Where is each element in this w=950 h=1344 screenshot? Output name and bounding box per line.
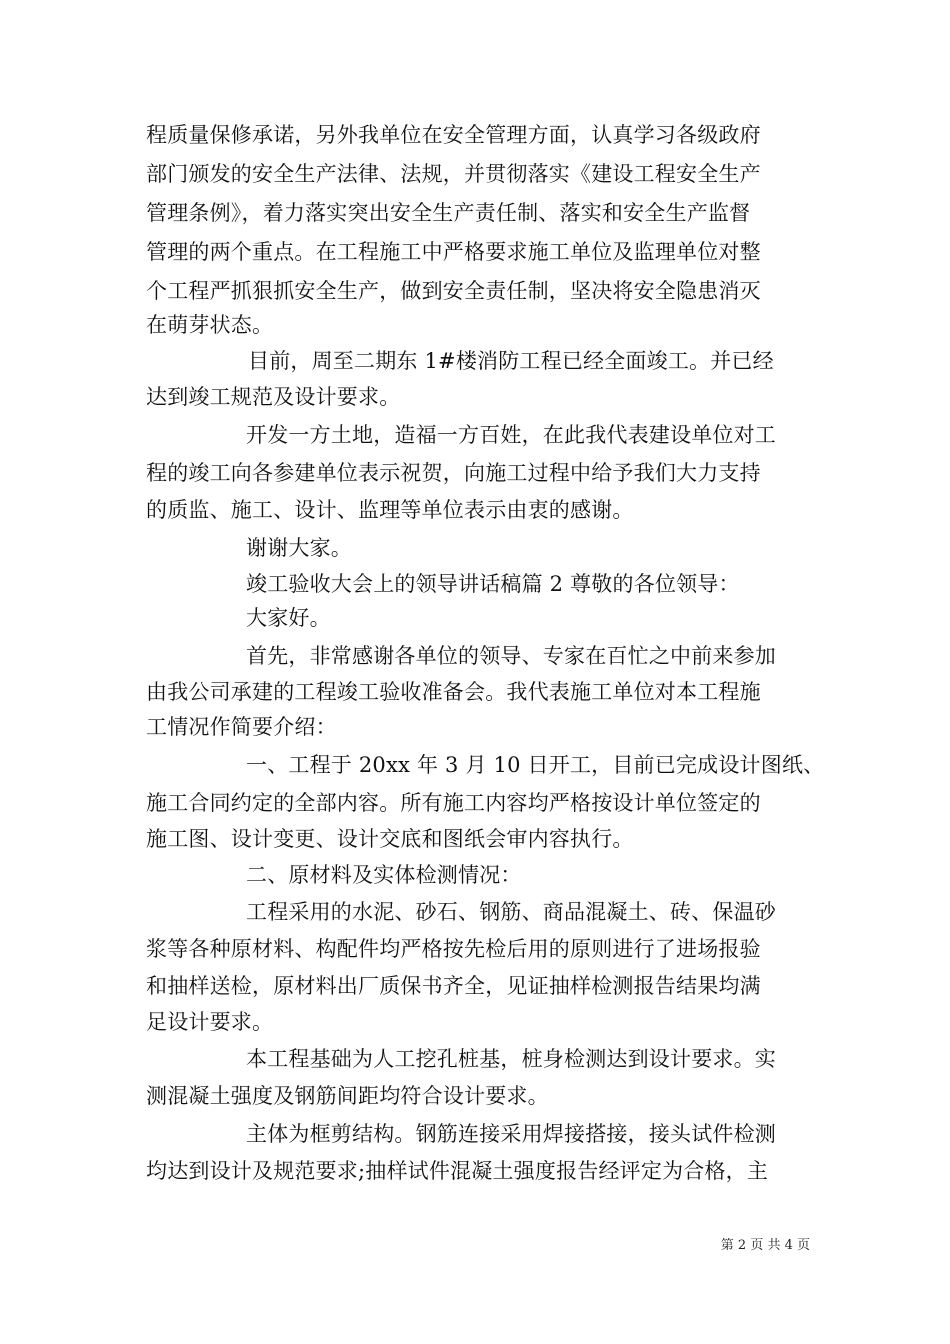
text-line: 达到竣工规范及设计要求。: [146, 385, 401, 409]
text-line: 部门颁发的安全生产法律、法规，并贯彻落实《建设工程安全生产: [146, 162, 761, 186]
text-line-indented: 大家好。: [246, 606, 331, 630]
text-line: 管理条例》，着力落实突出安全生产责任制、落实和安全生产监督: [146, 201, 751, 225]
text-line-indented: 工程采用的水泥、砂石、钢筋、商品混凝土、砖、保温砂: [246, 900, 776, 924]
text-line-indented: 一、工程于 20xx 年 3 月 10 日开工，目前已完成设计图纸、: [246, 753, 825, 777]
text-line: 均达到设计及规范要求;抽样试件混凝土强度报告经评定为合格，主: [146, 1159, 769, 1183]
text-line-indented: 开发一方土地，造福一方百姓，在此我代表建设单位对工: [246, 423, 776, 447]
text-line: 工情况作简要介绍：: [146, 715, 337, 739]
text-line-indented: 主体为框剪结构。钢筋连接采用焊接搭接，接头试件检测: [246, 1122, 776, 1146]
text-line-indented: 谢谢大家。: [246, 536, 352, 560]
text-line: 程质量保修承诺，另外我单位在安全管理方面，认真学习各级政府: [146, 123, 761, 147]
text-line: 测混凝土强度及钢筋间距均符合设计要求。: [146, 1084, 549, 1108]
text-line: 的质监、施工、设计、监理等单位表示由衷的感谢。: [146, 498, 634, 522]
text-line-indented: 竣工验收大会上的领导讲话稿篇 2 尊敬的各位领导：: [246, 572, 740, 596]
text-line: 在萌芽状态。: [146, 313, 274, 337]
page-number: 第 2 页 共 4 页: [720, 1238, 810, 1253]
text-line: 和抽样送检，原材料出厂质保书齐全，见证抽样检测报告结果均满: [146, 974, 761, 998]
text-line-indented: 首先，非常感谢各单位的领导、专家在百忙之中前来参加: [246, 644, 776, 668]
text-line-indented: 二、原材料及实体检测情况：: [246, 863, 522, 887]
text-line: 个工程严抓狠抓安全生产，做到安全责任制，坚决将安全隐患消灭: [146, 279, 761, 303]
text-line-indented: 本工程基础为人工挖孔桩基，桩身检测达到设计要求。实: [246, 1047, 776, 1071]
text-line: 施工图、设计变更、设计交底和图纸会审内容执行。: [146, 827, 634, 851]
text-line: 浆等各种原材料、构配件均严格按先检后用的原则进行了进场报验: [146, 937, 761, 961]
text-line: 足设计要求。: [146, 1010, 274, 1034]
text-line-indented: 目前，周至二期东 1#楼消防工程已经全面竣工。并已经: [248, 349, 774, 373]
text-line: 施工合同约定的全部内容。所有施工内容均严格按设计单位签定的: [146, 791, 761, 815]
text-line: 管理的两个重点。在工程施工中严格要求施工单位及监理单位对整: [146, 240, 761, 264]
text-line: 程的竣工向各参建单位表示祝贺，向施工过程中给予我们大力支持: [146, 461, 761, 485]
text-line: 由我公司承建的工程竣工验收准备会。我代表施工单位对本工程施: [146, 680, 761, 704]
